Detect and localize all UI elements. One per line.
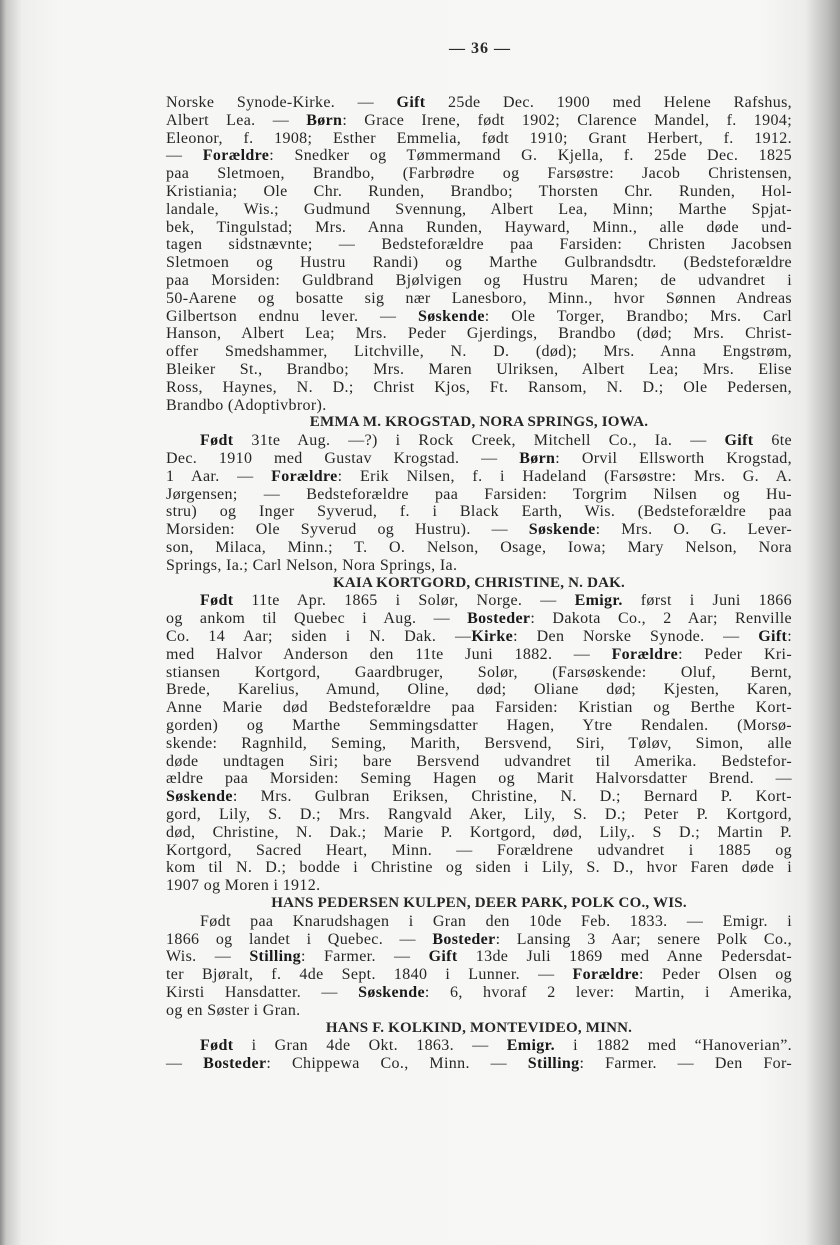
text-line	[166, 788, 792, 806]
text-run: : Ole Torger, Brandbo; Mrs. Carl	[484, 307, 792, 325]
text-line	[166, 379, 792, 397]
text-line	[166, 503, 792, 521]
text-run: : Lansing 3 Aar; senere Polk Co.,	[495, 930, 792, 948]
text-line	[166, 325, 792, 343]
text-line	[166, 94, 792, 112]
text-run: son, Milaca, Minn.; T. O. Nelson, Osage, Iowa; Mary Nelson, Nora	[166, 539, 792, 556]
text-run: 13de Juli 1869 med Anne Pedersdat-	[457, 948, 792, 966]
bold-label: Født	[200, 432, 234, 450]
text-run: : Orvil Ellsworth Krogstad,	[555, 450, 793, 467]
bold-label: Søskende	[528, 521, 596, 539]
text-line	[166, 183, 792, 201]
text-run: Dec. 1910 med Gustav Krogstad. —	[166, 450, 520, 467]
text-run: 31te Aug. —?) i Rock Creek, Mitchell Co., Ia. —	[233, 432, 725, 450]
text-line	[166, 165, 792, 183]
text-run: skende: Ragnhild, Seming, Marith, Bersvend, Siri, Tøløv, Simon, alle	[166, 734, 792, 752]
text-run: Anne Marie død Bedsteforældre paa Farsiden: Kristian og Berthe Kort-	[166, 699, 792, 717]
text-run: : Farmer. —	[301, 948, 429, 966]
text-line	[166, 201, 792, 219]
text-run: og en Søster i Gran.	[166, 1001, 301, 1019]
bold-label: Emigr.	[574, 592, 623, 610]
text-line	[166, 468, 792, 486]
text-run: 25de Dec. 1900 med Helene Rafshus,	[425, 94, 792, 111]
bold-label: Søskende	[166, 788, 233, 806]
text-line	[166, 681, 792, 699]
text-line	[166, 308, 792, 326]
bold-label: Emigr.	[506, 1037, 555, 1055]
text-run: 6te	[753, 432, 792, 450]
bold-label: Bosteder	[203, 1055, 267, 1073]
text-line	[166, 628, 792, 646]
text-run: : Snedker og Tømmermand G. Kjella, f. 25de Dec. 1825	[269, 147, 793, 165]
text-run: 11te Apr. 1865 i Solør, Norge. —	[233, 592, 575, 610]
text-run: Sletmoen og Hustru Randi) og Marthe Gulbrandsdtr. (Bedsteforældre	[166, 254, 792, 272]
text-line	[166, 717, 792, 735]
text-line	[166, 272, 792, 290]
text-line	[166, 254, 792, 272]
bold-label: Stilling	[527, 1055, 580, 1073]
text-line	[166, 236, 792, 254]
text-run: : Den Norske Synode. —	[513, 628, 759, 645]
text-run: døde undtagen Siri; bare Bersvend udvandret til Amerika. Bedstefor-	[166, 752, 792, 770]
text-run: 50-Aarene og bosatte sig nær Lanesboro, Minn., hvor Sønnen Andreas	[166, 289, 792, 307]
text-run: Albert Lea. —	[166, 111, 307, 129]
bold-label: Stilling	[249, 948, 302, 966]
text-line	[166, 984, 792, 1002]
text-line	[166, 610, 792, 628]
text-run: død, Christine, N. Dak.; Marie P. Kortgord, død, Lily,. S D.; Martin P.	[166, 823, 792, 841]
text-run: ter Bjøralt, f. 4de Sept. 1840 i Lunner. —	[166, 966, 573, 984]
text-line	[166, 592, 792, 610]
text-line	[166, 432, 792, 450]
text-run: Wis. —	[166, 948, 250, 966]
text-line	[166, 397, 792, 415]
bold-label: Gift	[428, 948, 458, 966]
text-run: : Chippewa Co., Minn. —	[266, 1055, 528, 1073]
text-line	[166, 130, 792, 148]
text-run: Kristiania; Ole Chr. Runden, Brandbo; Thorsten Chr. Runden, Hol-	[166, 183, 792, 200]
text-line	[166, 735, 792, 753]
text-run: offer Smedshammer, Litchville, N. D. (død); Mrs. Anna Engstrøm,	[166, 343, 792, 361]
text-line	[166, 521, 792, 539]
bold-label: Søskende	[417, 307, 485, 325]
text-run: —	[166, 1055, 204, 1073]
text-run: paa Morsiden: Guldbrand Bjølvigen og Hustru Maren; de udvandret i	[166, 272, 792, 289]
text-line	[166, 539, 792, 557]
text-run: Brede, Karelius, Amund, Oline, død; Oliane død; Kjesten, Karen,	[166, 681, 792, 699]
text-line	[166, 753, 792, 771]
text-run: : Erik Nilsen, f. i Hadeland (Farsøstre: Mrs. G. A.	[337, 467, 792, 485]
text-run: : Mrs. Gulbran Eriksen, Christine, N. D.; Bernard P. Kort-	[232, 788, 792, 806]
bold-label: Gift	[758, 628, 788, 645]
text-line	[166, 1002, 792, 1020]
text-line	[166, 219, 792, 237]
bold-label: Forældre	[572, 966, 640, 984]
text-line	[166, 770, 792, 788]
text-run: i Gran 4de Okt. 1863. —	[233, 1037, 507, 1055]
text-run: Eleonor, f. 1908; Esther Emmelia, født 1910; Grant Herbert, f. 1912.	[166, 129, 792, 147]
text-run: i 1882 med “Hanoverian”.	[554, 1037, 793, 1055]
bold-label: Gift	[396, 94, 426, 111]
text-line	[166, 646, 792, 664]
text-run: kom til N. D.; bodde i Christine og siden i Lily, S. D., hvor Faren døde i	[166, 859, 792, 877]
text-line	[166, 147, 792, 165]
text-run: : Farmer. — Den For-	[579, 1055, 792, 1073]
text-run: Hanson, Albert Lea; Mrs. Peder Gjerdings, Brandbo (død; Mrs. Christ-	[166, 325, 792, 343]
bold-label: Bosteder	[467, 610, 531, 628]
text-line	[166, 112, 792, 130]
text-line	[166, 824, 792, 842]
bold-label: Forældre	[202, 147, 270, 165]
bold-label: Gift	[724, 432, 754, 450]
text-line	[166, 1055, 792, 1073]
text-run: Co. 14 Aar; siden i N. Dak. —	[166, 628, 472, 645]
text-run: Morsiden: Ole Syverud og Hustru). —	[166, 521, 529, 539]
bold-label: Forældre	[611, 645, 679, 663]
text-line	[166, 486, 792, 504]
text-run: ældre paa Morsiden: Seming Hagen og Marit Halvorsdatter Brend. —	[166, 770, 792, 788]
text-line	[166, 948, 792, 966]
text-run: Kirsti Hansdatter. —	[166, 984, 359, 1001]
text-line	[166, 913, 792, 931]
bold-label: Bosteder	[432, 930, 496, 948]
text-run: med Halvor Anderson den 11te Juni 1882. —	[166, 645, 612, 663]
bold-label: Kirke	[471, 628, 514, 645]
entry-heading: EMMA M. KROGSTAD, NORA SPRINGS, IOWA.	[309, 414, 649, 431]
text-line	[166, 806, 792, 824]
bold-label: Født	[200, 592, 234, 610]
text-line	[166, 966, 792, 984]
entry-heading: KAIA KORTGORD, CHRISTINE, N. DAK.	[333, 574, 625, 591]
text-run: :	[787, 628, 792, 645]
text-run: landale, Wis.; Gudmund Svennung, Albert Lea, Minn; Marthe Spjat-	[166, 200, 792, 218]
text-line	[166, 859, 792, 877]
text-run: : Grace Irene, født 1902; Clarence Mandel, f. 1904;	[342, 111, 792, 129]
text-run: og ankom til Quebec i Aug. —	[166, 610, 468, 628]
text-run: : 6, hvoraf 2 lever: Martin, i Amerika,	[424, 984, 792, 1001]
text-line	[166, 842, 792, 860]
text-run: Kortgord, Sacred Heart, Minn. — Forældrene udvandret i 1885 og	[166, 841, 792, 859]
text-line	[166, 931, 792, 949]
text-run: : Peder Kri-	[678, 645, 792, 663]
text-run: Gilbertson endnu lever. —	[166, 307, 418, 325]
text-run: først i Juni 1866	[622, 592, 792, 610]
text-run: bek, Tingulstad; Mrs. Anna Runden, Hayward, Minn., alle døde und-	[166, 218, 792, 236]
text-run: —	[166, 147, 203, 165]
text-run: : Dakota Co., 2 Aar; Renville	[530, 610, 793, 628]
text-line	[166, 664, 792, 682]
text-line	[166, 361, 792, 379]
text-run: 1866 og landet i Quebec. —	[166, 930, 433, 948]
text-run: Springs, Ia.; Carl Nelson, Nora Springs, Ia.	[166, 556, 458, 574]
text-line	[166, 1037, 792, 1055]
text-run: paa Sletmoen, Brandbo, (Farbrødre og Farsøstre: Jacob Christensen,	[166, 165, 792, 183]
text-run: Født paa Knarudshagen i Gran den 10de Feb. 1833. — Emigr. i	[200, 912, 792, 930]
bold-label: Børn	[306, 111, 343, 129]
text-run: Brandbo (Adoptivbror).	[166, 396, 327, 414]
text-run: Norske Synode-Kirke. —	[166, 94, 397, 111]
text-run: stiansen Kortgord, Gaardbruger, Solør, (Farsøskende: Oluf, Bernt,	[166, 663, 792, 681]
text-line	[166, 450, 792, 468]
text-run: : Mrs. O. G. Lever-	[595, 521, 792, 539]
text-run: gord, Lily, S. D.; Mrs. Rangvald Aker, Lily, S. D.; Peter P. Kortgord,	[166, 806, 792, 823]
text-run: Jørgensen; — Bedsteforældre paa Farsiden: Torgrim Nilsen og Hu-	[166, 485, 792, 503]
text-line	[166, 877, 792, 895]
text-run: stru) og Inger Syverud, f. i Black Earth, Wis. (Bedsteforældre paa	[166, 503, 792, 521]
text-run: 1907 og Moren i 1912.	[166, 877, 321, 895]
page-number: — 36 —	[449, 40, 511, 57]
text-run: gorden) og Marthe Semmingsdatter Hagen, Ytre Rendalen. (Morsø-	[166, 717, 792, 734]
text-run: Bleiker St., Brandbo; Mrs. Maren Ulriksen, Albert Lea; Mrs. Elise	[166, 361, 792, 378]
bold-label: Forældre	[271, 467, 338, 485]
text-run: 1 Aar. —	[166, 467, 272, 485]
bold-label: Søskende	[358, 984, 425, 1001]
bold-label: Børn	[519, 450, 556, 467]
text-run: : Peder Olsen og	[639, 966, 792, 984]
text-line	[166, 290, 792, 308]
text-line	[166, 343, 792, 361]
entry-heading: HANS PEDERSEN KULPEN, DEER PARK, POLK CO., WIS.	[271, 895, 687, 911]
entry-heading: HANS F. KOLKIND, MONTEVIDEO, MINN.	[325, 1019, 633, 1036]
text-run: tagen sidstnævnte; — Bedsteforældre paa Farsiden: Christen Jacobsen	[166, 236, 792, 254]
text-run: Ross, Haynes, N. D.; Christ Kjos, Ft. Ransom, N. D.; Ole Pedersen,	[166, 378, 792, 396]
text-line	[166, 557, 792, 575]
bold-label: Født	[200, 1037, 234, 1055]
text-line	[166, 699, 792, 717]
